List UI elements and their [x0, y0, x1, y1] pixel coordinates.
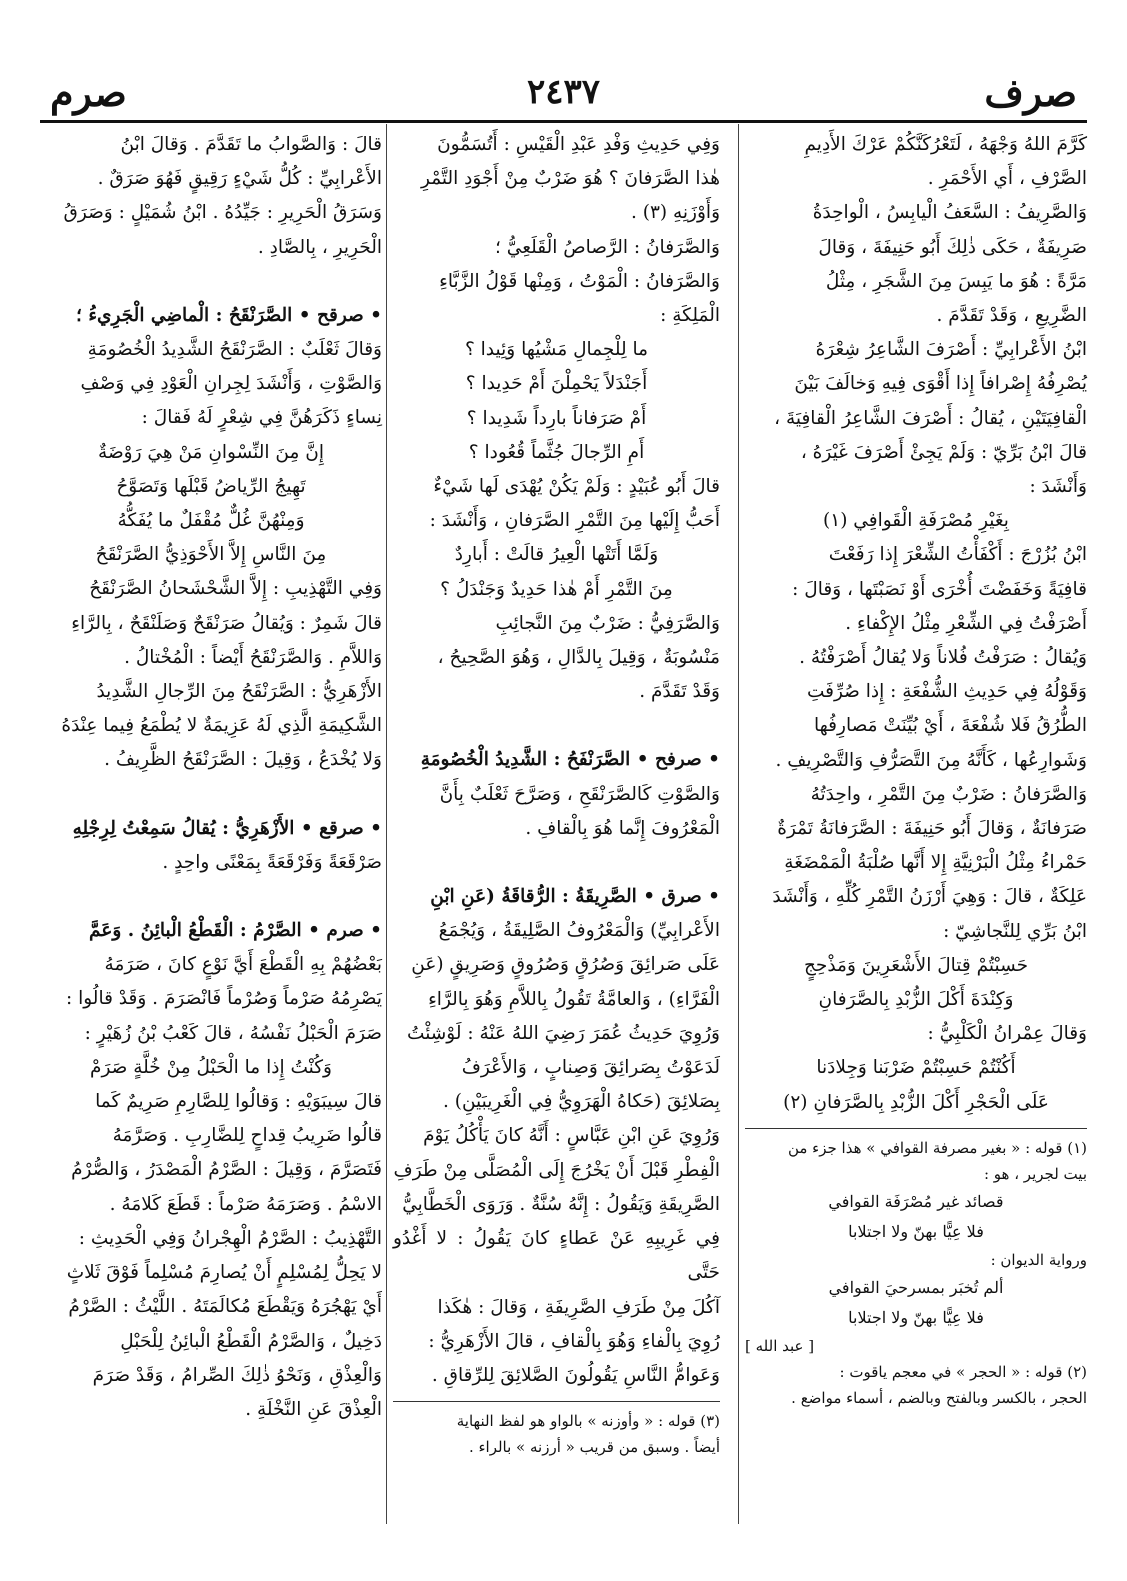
footnote-line: بيت لجرير ، هو :: [983, 1164, 1087, 1183]
text-line: يُصْرِفُهُ إِصْرافاً إِذا أَقْوَى فِيهِ وَخالَفَ بَيْنَ: [794, 373, 1087, 395]
text-line: عَلَى صَرائِقَ وَصُرُقٍ وَصُرُوقٍ وَصَرِيقٍ (عَنِ: [411, 954, 720, 976]
text-line: وَقالَ عِمْرانُ الْكَلْبِيُّ :: [927, 1023, 1087, 1045]
verse-line: بِغَيْرِ مُصْرَفَةِ الْقَوافِي (١): [823, 510, 1009, 532]
verse-line: أَمْ صَرَفاناً بارِداً شَدِيدا ؟: [466, 407, 647, 429]
text-line: وَفِي التَّهْذِيبِ : إِلاَّ الشَّحْشَحانُ الصَّرَنْقَحُ: [89, 578, 382, 600]
text-line: قالَ ابْنُ بَرِّيّ : وَلَمْ يَجِئْ أَصْرَفَ غَيْرَهُ ،: [800, 441, 1087, 463]
text-line: وَعَوامُّ النَّاسِ يَقُولُونَ الصَّلائِقَ لِلرِّقاقِ .: [431, 1364, 720, 1386]
text-line: أَحَبُّ إِلَيْها مِنَ التَّمْرِ الصَّرَفانِ ، وَأَنْشَدَ :: [429, 510, 720, 532]
text-line: بَعْضُهُمْ بِهِ الْقَطْعَ أَيَّ نَوْعٍ كانَ ، صَرَمَهُ: [104, 954, 382, 976]
text-line: الضَّرِيعِ ، وَقَدْ تَقَدَّمَ .: [936, 305, 1087, 327]
footnote-line: (٣) قوله : « وأوزنه » بالواو هو لفظ النهاية: [456, 1412, 720, 1431]
text-line: الصَّرِيقَةِ وَيَقُولُ : إِنَّهُ سُنَّةٌ . وَرَوَى الْخَطَّابِيُّ: [402, 1193, 720, 1215]
footnote-verse: ألم تُخبَر بمسرحيَ القوافي: [828, 1277, 1004, 1297]
text-line: صَرِيفَةٌ ، حَكَى ذٰلِكَ أَبُو حَنِيفَةَ ، وَقالَ: [818, 236, 1087, 258]
text-line: الْحَرِيرِ ، بِالصَّادِ .: [257, 236, 382, 258]
text-line: وَأَنْشَدَ :: [1029, 476, 1087, 498]
text-line: الْمَلِكَةِ :: [660, 305, 720, 327]
verse-line: عَلَى الْحَجْرِ أَكْلَ الزُّبْدِ بِالصَّرَفانِ (٢): [783, 1091, 1049, 1113]
text-line: وَرُوِيَ عَنِ ابْنِ عَبَّاسٍ : أَنَّهُ كانَ يَأْكُلُ يَوْمَ: [423, 1125, 720, 1147]
text-line: وَالْعِذْقِ ، وَنَحْوُ ذٰلِكَ الصِّرامُ ، وَقَدْ صَرَمَ: [92, 1364, 382, 1386]
text-line: التَّهْذِيبُ : الصَّرْمُ الْهِجْرانُ وَفِي الْحَدِيثِ :: [78, 1227, 382, 1249]
footnote-signature: [ عبد الله ]: [745, 1336, 815, 1355]
entry-heading: • صرم • الصَّرْمُ : الْقَطْعُ الْبائِنُ . وَعَمَّ: [89, 920, 382, 942]
text-line: قافِيَةً وَخَفَضْتَ أُخْرَى أَوْ نَصَبْتَها ، وَقالَ :: [792, 578, 1087, 600]
text-line: فِي غَرِيبِهِ عَنْ عَطاءٍ كانَ يَقُولُ : لا أَغْدُو حَتَّى: [393, 1228, 720, 1284]
footnote-line: (٢) قوله : « الحجر » في معجم ياقوت :: [839, 1362, 1087, 1381]
text-line: ابْنُ الأَعْرابِيِّ : أَصْرَفَ الشَّاعِرُ شِعْرَهُ: [815, 339, 1087, 361]
text-line: يَصْرِمُهُ صَرْماً وَصُرْماً فَانْصَرَمَ . وَقَدْ قالُوا :: [66, 988, 382, 1010]
footnote-line: الحجر ، بالكسر وبالفتح وبالضم ، أسماء مواضع .: [791, 1388, 1087, 1407]
text-line: الشَّكِيمَةِ الَّذِي لَهُ عَزِيمَةٌ لا يُطْمَعُ فِيما عِنْدَهُ: [61, 715, 382, 737]
text-line: وَسَرَقُ الْحَرِيرِ : جَيِّدُهُ . ابْنُ شُمَيْلٍ : وَصَرَقُ: [63, 202, 382, 224]
text-line: فَتَصَرَّمَ ، وَقِيلَ : الصَّرْمُ الْمَصْدَرُ ، وَالصُّرْمُ: [71, 1159, 382, 1181]
text-line: وَالصَّرَفانُ : الرَّصاصُ الْقَلَعِيُّ ؛: [495, 236, 720, 258]
verse-line: مِنَ النَّاسِ إِلاَّ الأَحْوَذِيُّ الصَّرَنْقَحُ: [95, 544, 327, 566]
text-line: الأَزْهَرِيُّ : الصَّرَنْقَحُ مِنَ الرِّجالِ الشَّدِيدُ: [96, 681, 382, 703]
footnote-verse: فلا عِيًّا بهنّ ولا اجتلابا: [848, 1221, 984, 1241]
text-line: وَالصَّرَفانُ : ضَرْبٌ مِنَ التَّمْرِ ، واحِدَتُهُ: [810, 783, 1087, 805]
text-line: صَرَفانَةٌ ، وَقالَ أَبُو حَنِيفَةَ : الصَّرَفانَةُ تَمْرَةٌ: [777, 818, 1087, 840]
footnote-rule: [393, 1401, 720, 1402]
text-line: حَمْراءُ مِثْلُ الْبَرْنِيَّةِ إِلا أَنَّها صُلْبَةُ الْمَمْضَغَةِ: [784, 852, 1087, 874]
footnote-verse: فلا عِيًّا بهنّ ولا اجتلابا: [848, 1307, 984, 1327]
text-line: الْقافِيَتَيْنِ ، يُقالُ : أَصْرَفَ الشَّاعِرُ الْقافِيَةَ ،: [774, 407, 1087, 429]
text-line: وَقالَ ثَعْلَبٌ : الصَّرَنْقَحُ الشَّدِيدُ الْخُصُومَةِ: [87, 339, 382, 361]
verse-line: تَهِيجُ الرِّياضُ قَبْلَها وَتَصَوَّحُ: [116, 475, 306, 497]
text-line: وَلا يُخْدَعُ ، وَقِيلَ : الصَّرَنْقَحُ الظَّرِيفُ .: [104, 749, 382, 771]
verse-line: أَكُنْتُمْ حَسِبْتُمْ ضَرْبَنا وَجِلادَنا: [816, 1057, 1016, 1079]
text-line: أَصْرَفْتُ فِي الشِّعْرِ مِثْلُ الإِكْفاءِ .: [845, 612, 1087, 634]
verse-line: إِنَّ مِنَ النِّسْوانِ مَنْ هِيَ رَوْضَةٌ: [98, 441, 324, 463]
footnote-line: أيضاً . وسبق من قريب « أرزنه » بالراء .: [468, 1438, 720, 1457]
text-line: بِصَلائِقَ (حَكاهُ الْهَرَوِيُّ فِي الْغَرِيبَيْنِ) .: [442, 1091, 720, 1113]
verse-line: وَلَمَّا أَتَتْها الْعِيرُ قالَتْ : أَبارِدٌ: [454, 544, 659, 566]
text-line: دَخِيلٌ ، وَالصَّرْمُ الْقَطْعُ الْبائِنُ لِلْحَبْلِ: [120, 1330, 382, 1352]
text-line: كَرَّمَ اللهُ وَجْهَهُ ، لَتَعْرُكَنَّكُمْ عَرْكَ الأَدِيمِ: [804, 134, 1087, 155]
text-line: هٰذا الصَّرَفانَ ؟ هُوَ ضَرْبٌ مِنْ أَجْوَدِ التَّمْرِ: [421, 168, 720, 190]
text-line: وَيُقالُ : صَرَفْتُ فُلاناً وَلا يُقالُ أَصْرَفْتُهُ .: [799, 647, 1087, 669]
text-line: قالَ أَبُو عُبَيْدٍ : وَلَمْ يَكُنْ يُهْدَى لَها شَيْءٌ: [433, 476, 720, 498]
footnote-line: (١) قوله : « بغير مصرفة القوافي » هذا جزء من: [787, 1138, 1087, 1157]
page-header: [40, 70, 1087, 120]
text-line: وَالصَّرِيفُ : السَّعَفُ الْيابِسُ ، الْواحِدَةُ: [812, 202, 1087, 224]
header-rule: [40, 120, 1087, 123]
text-line: أَيْ يَهْجُرَهُ وَيَقْطَعَ مُكالَمَتَهُ . اللَّيْثُ : الصَّرْمُ: [68, 1296, 382, 1318]
text-line: الْمَعْرُوفَ إِنَّما هُوَ بِالْقافِ .: [525, 817, 720, 839]
text-line: قالُوا ضَرِيبُ قِداحٍ لِلضَّارِبِ . وَصَرَّمَهُ: [112, 1125, 382, 1147]
text-line: ابْنُ بَرِّي لِلنَّجاشِيّ :: [943, 920, 1087, 942]
text-line: وَاللاَّمِ . وَالصَّرَنْقَحُ أَيْضاً : الْمُخْتالُ .: [124, 646, 382, 668]
text-line: وَالصَّوْتِ ، وَأَنْشَدَ لِجِرانِ الْعَوْدِ فِي وَصْفِ: [80, 373, 382, 395]
text-line: الصَّرْفِ ، أَي الأَحْمَرِ .: [927, 168, 1087, 190]
verse-line: مِنَ التَّمْرِ أَمْ هٰذا حَدِيدٌ وَجَنْدَلُ ؟: [440, 578, 673, 600]
column-right: [745, 128, 1087, 1411]
text-line: مَنْسُوبَةٌ ، وَقِيلَ بِالدَّالِ ، وَهُوَ الصَّحِيحُ ،: [437, 647, 720, 669]
entry-heading: • صرفح • الصَّرَنْفَحُ : الشَّدِيدُ الْخُصُومَةِ: [420, 749, 720, 771]
text-line: ابْنُ بُزُرْجَ : أَكْفَأْتُ الشِّعْرَ إِذا رَفَعْتَ: [828, 544, 1087, 566]
column-middle: [393, 128, 720, 1460]
verse-line: أَجَنْدَلاً يَحْمِلْنَ أَمْ حَدِيدا ؟: [465, 373, 648, 395]
verse-line: وَكِنْدَةَ أَكْلَ الزُّبْدِ بِالصَّرَفانِ: [818, 989, 1014, 1011]
footnote-rule: [745, 1128, 1087, 1129]
text-line: الْفِطْرِ قَبْلَ أَنْ يَخْرُجَ إِلَى الْمُصَلَّى مِنْ طَرَفِ: [393, 1159, 720, 1181]
text-line: وَأَوْزَنِهِ (٣) .: [630, 202, 720, 224]
text-line: لا يَحِلُّ لِمُسْلِمٍ أَنْ يُصارِمَ مُسْلِماً فَوْقَ ثَلاثٍ: [66, 1262, 382, 1284]
text-line: صَرْقَعَةً وَفَرْقَعَةً بِمَعْنًى واحِدٍ .: [162, 851, 382, 873]
verse-line: وَكُنْتُ إِذا ما الْحَبْلُ مِنْ خُلَّةٍ صَرَمْ: [90, 1056, 332, 1078]
page-number: ٢٤٣٧: [526, 72, 601, 112]
text-line: رُوِيَ بِالْفاءِ وَهُوَ بِالْقافِ ، قالَ الأَزْهَرِيُّ :: [428, 1330, 720, 1352]
text-line: الطُّرُقُ فَلا شُفْعَةَ ، أَيْ بُيِّنَتْ مَصارِفُها: [814, 715, 1087, 737]
column-left: [40, 128, 382, 1427]
text-line: وَفِي حَدِيثِ وَفْدِ عَبْدِ الْقَيْسِ : أَتُسَمُّونَ: [437, 134, 720, 155]
text-line: الْعِذْقَ عَنِ النَّخْلَةِ .: [245, 1398, 382, 1420]
verse-line: حَسِبْتُمْ قِتالَ الأَشْعَرِينَ وَمَذْحِجٍ: [803, 954, 1029, 976]
text-line: وَقَوْلُهُ فِي حَدِيثِ الشُّفْعَةِ : إِذا صُرِّفَتِ: [806, 681, 1087, 703]
text-line: الأَعْرابِيِّ : كُلُّ شَيْءٍ رَقِيقٍ فَهُوَ صَرَقٌ .: [97, 168, 382, 190]
text-line: قالَ سِيبَوَيْهِ : وَقالُوا لِلصَّارِمِ صَرِيمٌ كَما: [95, 1091, 382, 1113]
verse-line: وَمِنْهُنَّ غُلٌّ مُقْفَلٌ ما يُفَكُّهُ: [117, 510, 305, 532]
verse-line: ما لِلْجِمالِ مَشْيُها وَئِيدا ؟: [464, 339, 649, 361]
entry-heading: • صرقع • الأَزْهَرِيُّ : يُقالُ سَمِعْتُ لِرِجْلِهِ: [72, 817, 382, 839]
text-line: وَالصَّوْتِ كَالصَّرَنْقَحِ ، وَصَرَّحَ ثَعْلَبٌ بِأَنَّ: [439, 783, 720, 805]
text-line: الأَعْرابِيِّ) وَالْمَعْرُوفُ الصَّلِيقَةُ ، وَيُجْمَعُ: [438, 920, 720, 942]
entry-heading: • صرق • الصَّرِيقَةُ : الرُّقاقَةُ (عَنِ ابْنِ: [430, 886, 720, 908]
header-right-entry: صرف: [984, 70, 1077, 115]
text-line: مَرَّةً : هُوَ ما يَبِسَ مِنَ الشَّجَرِ ، مِثْلُ: [825, 270, 1087, 292]
text-line: وَرُوِيَ حَدِيثُ عُمَرَ رَضِيَ اللهُ عَنْهُ : لَوْشِئْتُ: [407, 1022, 720, 1044]
footnote-line: ورواية الديوان :: [990, 1250, 1087, 1269]
text-line: آكُلَ مِنْ طَرَفِ الصَّرِيفَةِ ، وَقالَ : هٰكَذا: [437, 1296, 720, 1318]
text-line: عَلِكَةٌ ، قالَ : وَهِيَ أَرْزَنُ التَّمْرِ كُلِّهِ ، وَأَنْشَدَ: [772, 886, 1087, 908]
header-left-entry: صرم: [50, 70, 127, 115]
text-line: قالَ شَمِرٌ : وَيُقالُ صَرَنْقَحٌ وَصَلَنْقَحٌ ، بِالرَّاءِ: [71, 612, 382, 634]
text-line: لَدَعَوْتُ بِصَرائِقَ وَصِنابٍ ، وَالأَعْرَفُ: [461, 1057, 720, 1079]
text-line: الْفَرَّاءِ) ، وَالعامَّةُ تَقُولُ بِاللاَّمِ وَهُوَ بِالرَّاءِ: [428, 988, 720, 1010]
text-line: قالَ : وَالصَّوابُ ما تَقَدَّمَ . وَقالَ ابْنُ: [120, 134, 382, 155]
entry-heading: • صرقح • الصَّرَنْقَحُ : الْماضِي الْجَرِيءُ ؛: [76, 304, 382, 326]
text-line: وَالصَّرَفِيُّ : ضَرْبٌ مِنَ النَّجائِبِ: [495, 612, 720, 634]
column-divider: [386, 124, 387, 1524]
text-line: وَقَدْ تَقَدَّمَ .: [639, 681, 720, 703]
text-line: نِساءٍ ذَكَرَهُنَّ فِي شِعْرٍ لَهُ فَقالَ :: [141, 407, 382, 429]
text-line: وَشَوارِعُها ، كَأَنَّهُ مِنَ التَّصَرُّفِ وَالتَّصْرِيفِ .: [775, 749, 1087, 771]
footnote-verse: قصائد غير مُصْرَفَة القوافي: [828, 1191, 1004, 1211]
text-line: وَالصَّرَفانُ : الْمَوْتُ ، وَمِنْها قَوْلُ الزَّبَّاءِ: [439, 270, 720, 292]
text-line: الاسْمُ . وَصَرَمَهُ صَرْماً : قَطَعَ كَلامَهُ .: [109, 1193, 382, 1215]
column-divider: [738, 124, 739, 1524]
text-line: صَرَمَ الْحَبْلُ نَفْسُهُ ، قالَ كَعْبُ بْنُ زُهَيْرٍ :: [84, 1022, 382, 1044]
verse-line: أَمِ الرِّجالَ جُثَّماً قُعُودا ؟: [468, 441, 645, 463]
